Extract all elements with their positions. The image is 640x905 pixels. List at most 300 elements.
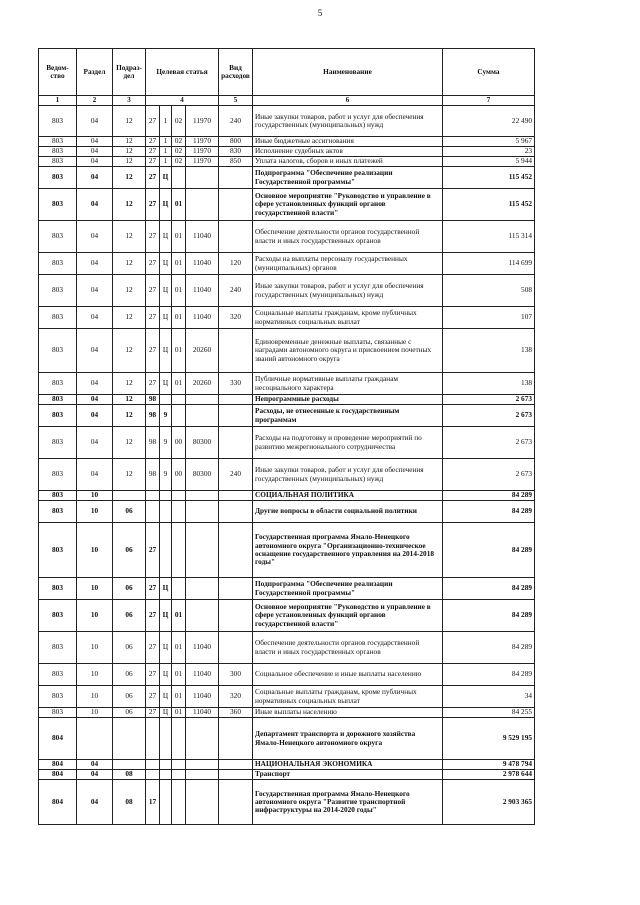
cell-vedomstvo: 803 (39, 167, 77, 189)
cell-vedomstvo: 803 (39, 686, 77, 708)
cell-cs-event (172, 167, 186, 189)
cell-naimenovanie: Иные закупки товаров, работ и услуг для обеспечения государственных (муниципальных) нужд (253, 459, 443, 491)
table-row (39, 137, 535, 147)
cell-vedomstvo: 803 (39, 253, 77, 275)
cell-vedomstvo: 803 (39, 600, 77, 632)
cell-cs-subprogram: 1 (160, 147, 172, 157)
column-number-row (39, 96, 535, 106)
cell-naimenovanie: Единовременные денежные выплаты, связанные с наградами автономного округа и присвоением почетных званий автономного округа (253, 329, 443, 373)
cell-cs-subprogram (160, 718, 172, 760)
table-row (39, 147, 535, 157)
cell-cs-event (172, 718, 186, 760)
cell-cs-direction (186, 760, 219, 770)
cell-summa: 84 289 (443, 664, 535, 686)
cell-naimenovanie: Иные выплаты населению (253, 708, 443, 718)
cell-cs-direction (186, 523, 219, 578)
cell-cs-event (172, 523, 186, 578)
col-header-razdel: Раздел (77, 49, 113, 96)
cell-cs-program: 27 (146, 275, 160, 307)
cell-cs-subprogram: Ц (160, 632, 172, 664)
cell-vedomstvo: 803 (39, 189, 77, 221)
cell-cs-program: 27 (146, 167, 160, 189)
cell-razdel: 04 (77, 106, 113, 137)
cell-naimenovanie: Непрограммные расходы (253, 395, 443, 405)
cell-cs-program: 98 (146, 459, 160, 491)
cell-podrazdel (113, 760, 146, 770)
cell-razdel: 04 (77, 253, 113, 275)
cell-podrazdel: 12 (113, 189, 146, 221)
cell-naimenovanie: Социальные выплаты гражданам, кроме публичных нормативных социальных выплат (253, 307, 443, 329)
cell-cs-subprogram: Ц (160, 275, 172, 307)
cell-cs-direction: 20260 (186, 329, 219, 373)
cell-cs-direction: 11970 (186, 106, 219, 137)
cell-vedomstvo: 803 (39, 395, 77, 405)
cell-vid-rashodov: 850 (219, 157, 253, 167)
cell-cs-program (146, 491, 160, 501)
cell-naimenovanie: Исполнение судебных актов (253, 147, 443, 157)
cell-cs-direction: 11040 (186, 664, 219, 686)
cell-summa: 84 289 (443, 600, 535, 632)
cell-summa: 84 289 (443, 578, 535, 600)
cell-cs-subprogram: Ц (160, 253, 172, 275)
cell-naimenovanie: Расходы, не отнесенные к государственным программам (253, 405, 443, 427)
table-row (39, 253, 535, 275)
table-row (39, 329, 535, 373)
cell-cs-direction (186, 600, 219, 632)
cell-vid-rashodov: 330 (219, 373, 253, 395)
cell-podrazdel: 12 (113, 137, 146, 147)
cell-cs-program: 27 (146, 578, 160, 600)
cell-razdel: 04 (77, 780, 113, 825)
cell-cs-subprogram: 9 (160, 405, 172, 427)
cell-cs-direction: 11040 (186, 307, 219, 329)
cell-cs-program: 27 (146, 686, 160, 708)
cell-podrazdel: 12 (113, 405, 146, 427)
cell-cs-subprogram (160, 770, 172, 780)
cell-podrazdel: 12 (113, 157, 146, 167)
cell-razdel: 04 (77, 427, 113, 459)
cell-summa: 22 490 (443, 106, 535, 137)
cell-cs-subprogram (160, 501, 172, 523)
cell-naimenovanie: СОЦИАЛЬНАЯ ПОЛИТИКА (253, 491, 443, 501)
cell-vid-rashodov: 830 (219, 147, 253, 157)
cell-summa: 138 (443, 373, 535, 395)
cell-razdel: 10 (77, 708, 113, 718)
cell-vedomstvo: 803 (39, 307, 77, 329)
cell-cs-event (172, 760, 186, 770)
cell-cs-event: 02 (172, 147, 186, 157)
cell-cs-direction (186, 405, 219, 427)
cell-cs-program: 27 (146, 157, 160, 167)
cell-podrazdel: 12 (113, 307, 146, 329)
cell-cs-subprogram: Ц (160, 307, 172, 329)
cell-summa: 508 (443, 275, 535, 307)
cell-cs-event: 01 (172, 189, 186, 221)
cell-razdel: 04 (77, 405, 113, 427)
cell-podrazdel: 06 (113, 578, 146, 600)
cell-vid-rashodov: 240 (219, 459, 253, 491)
cell-razdel: 10 (77, 501, 113, 523)
cell-cs-event: 01 (172, 329, 186, 373)
cell-cs-subprogram (160, 395, 172, 405)
cell-cs-subprogram: Ц (160, 708, 172, 718)
table-row (39, 664, 535, 686)
cell-cs-direction: 11040 (186, 708, 219, 718)
col-header-naimenovanie: Наименование (253, 49, 443, 96)
cell-razdel: 10 (77, 523, 113, 578)
cell-podrazdel: 06 (113, 501, 146, 523)
cell-podrazdel: 12 (113, 427, 146, 459)
cell-cs-event: 00 (172, 459, 186, 491)
cell-razdel: 04 (77, 137, 113, 147)
col-number: 7 (443, 96, 535, 106)
cell-vedomstvo: 803 (39, 664, 77, 686)
cell-razdel: 04 (77, 329, 113, 373)
cell-summa: 115 452 (443, 189, 535, 221)
cell-naimenovanie: Основное мероприятие "Руководство и управление в сфере установленных функций органов государственной власти" (253, 600, 443, 632)
cell-summa: 115 452 (443, 167, 535, 189)
table-row (39, 221, 535, 253)
cell-vedomstvo: 804 (39, 770, 77, 780)
cell-razdel: 04 (77, 307, 113, 329)
cell-cs-direction: 11040 (186, 686, 219, 708)
table-row (39, 523, 535, 578)
cell-cs-subprogram (160, 780, 172, 825)
cell-podrazdel: 06 (113, 664, 146, 686)
cell-vid-rashodov: 240 (219, 106, 253, 137)
cell-razdel: 10 (77, 578, 113, 600)
cell-cs-program: 27 (146, 708, 160, 718)
cell-cs-program (146, 760, 160, 770)
cell-podrazdel: 06 (113, 686, 146, 708)
cell-cs-direction: 11040 (186, 275, 219, 307)
cell-summa: 115 314 (443, 221, 535, 253)
cell-cs-program: 27 (146, 329, 160, 373)
cell-cs-subprogram: Ц (160, 189, 172, 221)
cell-podrazdel: 08 (113, 780, 146, 825)
cell-cs-event (172, 491, 186, 501)
cell-cs-event (172, 780, 186, 825)
col-header-summa: Сумма (443, 49, 535, 96)
table-row (39, 708, 535, 718)
cell-podrazdel: 12 (113, 395, 146, 405)
cell-cs-direction: 11970 (186, 157, 219, 167)
cell-cs-direction (186, 395, 219, 405)
cell-cs-program (146, 770, 160, 780)
cell-vedomstvo: 804 (39, 780, 77, 825)
table-row (39, 459, 535, 491)
table-row (39, 501, 535, 523)
cell-summa: 2 903 365 (443, 780, 535, 825)
cell-podrazdel: 12 (113, 221, 146, 253)
cell-razdel (77, 718, 113, 760)
cell-summa: 9 529 195 (443, 718, 535, 760)
cell-vid-rashodov: 320 (219, 307, 253, 329)
cell-cs-program: 27 (146, 632, 160, 664)
cell-summa: 2 673 (443, 427, 535, 459)
cell-naimenovanie: Обеспечение деятельности органов государственной власти и иных государственных органов (253, 632, 443, 664)
col-header-celevaya-statya: Целевая статья (146, 49, 219, 96)
cell-naimenovanie: Государственная программа Ямало-Ненецкого автономного округа "Развитие транспортной инфраструктуры на 2014-2020 годы" (253, 780, 443, 825)
cell-cs-program: 27 (146, 373, 160, 395)
table-row (39, 427, 535, 459)
cell-cs-direction: 80300 (186, 459, 219, 491)
cell-summa: 84 289 (443, 501, 535, 523)
cell-vid-rashodov: 360 (219, 708, 253, 718)
cell-vid-rashodov: 120 (219, 253, 253, 275)
cell-cs-event: 01 (172, 307, 186, 329)
cell-podrazdel: 12 (113, 147, 146, 157)
cell-vid-rashodov (219, 523, 253, 578)
cell-cs-subprogram: Ц (160, 578, 172, 600)
cell-cs-direction (186, 770, 219, 780)
cell-naimenovanie: Уплата налогов, сборов и иных платежей (253, 157, 443, 167)
cell-cs-program: 98 (146, 405, 160, 427)
table-header-row (39, 49, 535, 96)
cell-cs-event (172, 501, 186, 523)
cell-cs-direction: 11970 (186, 137, 219, 147)
table-row (39, 718, 535, 760)
cell-summa: 114 699 (443, 253, 535, 275)
cell-cs-program: 98 (146, 427, 160, 459)
cell-cs-direction: 11040 (186, 632, 219, 664)
cell-cs-subprogram: Ц (160, 600, 172, 632)
cell-cs-subprogram: Ц (160, 221, 172, 253)
cell-vid-rashodov (219, 501, 253, 523)
cell-summa: 84 289 (443, 632, 535, 664)
cell-razdel: 04 (77, 459, 113, 491)
col-header-vid-rashodov: Вид расходов (219, 49, 253, 96)
cell-cs-event: 02 (172, 137, 186, 147)
col-number: 2 (77, 96, 113, 106)
cell-naimenovanie: НАЦИОНАЛЬНАЯ ЭКОНОМИКА (253, 760, 443, 770)
table-row (39, 307, 535, 329)
cell-vid-rashodov (219, 189, 253, 221)
cell-cs-event: 01 (172, 632, 186, 664)
cell-cs-direction (186, 189, 219, 221)
cell-cs-event: 01 (172, 600, 186, 632)
cell-summa: 2 673 (443, 459, 535, 491)
cell-razdel: 04 (77, 147, 113, 157)
cell-summa: 84 289 (443, 523, 535, 578)
cell-vid-rashodov (219, 760, 253, 770)
cell-podrazdel: 06 (113, 523, 146, 578)
cell-vedomstvo: 803 (39, 329, 77, 373)
cell-cs-subprogram (160, 491, 172, 501)
cell-vid-rashodov (219, 491, 253, 501)
cell-vid-rashodov (219, 780, 253, 825)
cell-podrazdel: 08 (113, 770, 146, 780)
cell-cs-program: 27 (146, 523, 160, 578)
cell-naimenovanie: Обеспечение деятельности органов государственной власти и иных государственных органов (253, 221, 443, 253)
cell-cs-event: 01 (172, 686, 186, 708)
cell-cs-program: 27 (146, 221, 160, 253)
cell-summa: 2 673 (443, 405, 535, 427)
table-row (39, 157, 535, 167)
cell-vedomstvo: 803 (39, 501, 77, 523)
cell-naimenovanie: Расходы на выплаты персоналу государственных (муниципальных) органов (253, 253, 443, 275)
cell-summa: 34 (443, 686, 535, 708)
cell-summa: 107 (443, 307, 535, 329)
cell-naimenovanie: Иные бюджетные ассигнования (253, 137, 443, 147)
cell-vedomstvo: 803 (39, 459, 77, 491)
cell-cs-direction: 11040 (186, 221, 219, 253)
cell-vedomstvo: 803 (39, 373, 77, 395)
cell-razdel: 04 (77, 275, 113, 307)
cell-summa: 5 967 (443, 137, 535, 147)
cell-podrazdel: 12 (113, 373, 146, 395)
cell-razdel: 10 (77, 664, 113, 686)
cell-vedomstvo: 803 (39, 523, 77, 578)
cell-cs-program: 27 (146, 307, 160, 329)
cell-podrazdel: 12 (113, 459, 146, 491)
cell-cs-subprogram: Ц (160, 329, 172, 373)
table-row (39, 780, 535, 825)
table-row (39, 578, 535, 600)
table-row (39, 632, 535, 664)
cell-vid-rashodov (219, 395, 253, 405)
cell-cs-event: 01 (172, 708, 186, 718)
col-number: 5 (219, 96, 253, 106)
cell-summa: 2 978 644 (443, 770, 535, 780)
cell-razdel: 10 (77, 686, 113, 708)
cell-cs-subprogram: Ц (160, 686, 172, 708)
cell-cs-event: 00 (172, 427, 186, 459)
cell-cs-subprogram: 1 (160, 106, 172, 137)
cell-vid-rashodov: 300 (219, 664, 253, 686)
cell-cs-direction: 11970 (186, 147, 219, 157)
cell-cs-direction (186, 578, 219, 600)
page-number: 5 (317, 8, 323, 18)
table-row (39, 760, 535, 770)
cell-cs-event: 02 (172, 106, 186, 137)
cell-cs-subprogram: 9 (160, 459, 172, 491)
cell-vedomstvo: 803 (39, 632, 77, 664)
cell-cs-direction: 11040 (186, 253, 219, 275)
cell-cs-subprogram (160, 523, 172, 578)
cell-cs-direction (186, 167, 219, 189)
cell-razdel: 10 (77, 600, 113, 632)
cell-vedomstvo: 803 (39, 275, 77, 307)
cell-summa: 9 478 794 (443, 760, 535, 770)
cell-vedomstvo: 803 (39, 405, 77, 427)
cell-cs-program: 27 (146, 147, 160, 157)
cell-naimenovanie: Социальные выплаты гражданам, кроме публичных нормативных социальных выплат (253, 686, 443, 708)
col-header-vedomstvo: Ведом- ство (39, 49, 77, 96)
cell-cs-event: 01 (172, 664, 186, 686)
cell-cs-program: 27 (146, 106, 160, 137)
cell-cs-direction (186, 491, 219, 501)
cell-naimenovanie: Транспорт (253, 770, 443, 780)
cell-vid-rashodov (219, 167, 253, 189)
cell-cs-subprogram (160, 760, 172, 770)
cell-razdel: 04 (77, 770, 113, 780)
cell-cs-event (172, 578, 186, 600)
cell-podrazdel: 12 (113, 167, 146, 189)
col-number: 3 (113, 96, 146, 106)
cell-vedomstvo: 803 (39, 157, 77, 167)
cell-podrazdel: 12 (113, 275, 146, 307)
cell-vedomstvo: 803 (39, 708, 77, 718)
cell-cs-direction (186, 718, 219, 760)
table-row (39, 275, 535, 307)
cell-cs-program: 27 (146, 189, 160, 221)
table-row (39, 395, 535, 405)
table-row (39, 770, 535, 780)
cell-naimenovanie: Основное мероприятие "Руководство и управление в сфере установленных функций органов государственной власти" (253, 189, 443, 221)
table-row (39, 167, 535, 189)
cell-vid-rashodov (219, 329, 253, 373)
cell-cs-event: 01 (172, 253, 186, 275)
cell-vid-rashodov (219, 221, 253, 253)
table-row (39, 405, 535, 427)
cell-naimenovanie: Иные закупки товаров, работ и услуг для обеспечения государственных (муниципальных) нужд (253, 106, 443, 137)
cell-podrazdel: 06 (113, 600, 146, 632)
table-row (39, 189, 535, 221)
cell-vid-rashodov (219, 770, 253, 780)
cell-vid-rashodov (219, 600, 253, 632)
cell-razdel: 04 (77, 760, 113, 770)
cell-summa: 84 255 (443, 708, 535, 718)
cell-cs-program: 98 (146, 395, 160, 405)
cell-vid-rashodov: 320 (219, 686, 253, 708)
table-row (39, 491, 535, 501)
cell-vid-rashodov (219, 427, 253, 459)
cell-razdel: 04 (77, 167, 113, 189)
cell-cs-subprogram: Ц (160, 373, 172, 395)
cell-vedomstvo: 803 (39, 427, 77, 459)
cell-podrazdel (113, 491, 146, 501)
budget-table (38, 48, 535, 825)
cell-cs-direction: 80300 (186, 427, 219, 459)
table-body (39, 106, 535, 825)
cell-vid-rashodov (219, 405, 253, 427)
cell-razdel: 04 (77, 157, 113, 167)
cell-vedomstvo: 803 (39, 106, 77, 137)
col-number: 6 (253, 96, 443, 106)
cell-cs-subprogram: Ц (160, 664, 172, 686)
cell-cs-event: 01 (172, 275, 186, 307)
table-row (39, 373, 535, 395)
cell-vedomstvo: 803 (39, 578, 77, 600)
cell-cs-event (172, 770, 186, 780)
cell-naimenovanie: Департамент транспорта и дорожного хозяйства Ямало-Ненецкого автономного округа (253, 718, 443, 760)
cell-podrazdel: 12 (113, 106, 146, 137)
cell-razdel: 04 (77, 395, 113, 405)
cell-cs-event (172, 405, 186, 427)
cell-cs-program (146, 501, 160, 523)
cell-naimenovanie: Государственная программа Ямало-Ненецкого автономного округа "Организационно-техническое оснащение государственного управления на 2014-2018 годы" (253, 523, 443, 578)
cell-naimenovanie: Расходы на подготовку и проведение мероприятий по развитию межрегионального сотрудничества (253, 427, 443, 459)
cell-cs-program: 27 (146, 253, 160, 275)
cell-podrazdel: 06 (113, 632, 146, 664)
cell-cs-program: 27 (146, 600, 160, 632)
cell-naimenovanie: Другие вопросы в области социальной политики (253, 501, 443, 523)
cell-summa: 2 673 (443, 395, 535, 405)
cell-cs-subprogram: 1 (160, 157, 172, 167)
cell-cs-subprogram: 9 (160, 427, 172, 459)
cell-podrazdel: 06 (113, 708, 146, 718)
cell-vedomstvo: 804 (39, 760, 77, 770)
table-row (39, 106, 535, 137)
cell-cs-subprogram: 1 (160, 137, 172, 147)
cell-cs-event (172, 395, 186, 405)
col-number: 1 (39, 96, 77, 106)
cell-cs-program: 27 (146, 664, 160, 686)
cell-naimenovanie: Подпрограмма "Обеспечение реализации Государственной программы" (253, 167, 443, 189)
cell-summa: 84 289 (443, 491, 535, 501)
cell-razdel: 04 (77, 373, 113, 395)
